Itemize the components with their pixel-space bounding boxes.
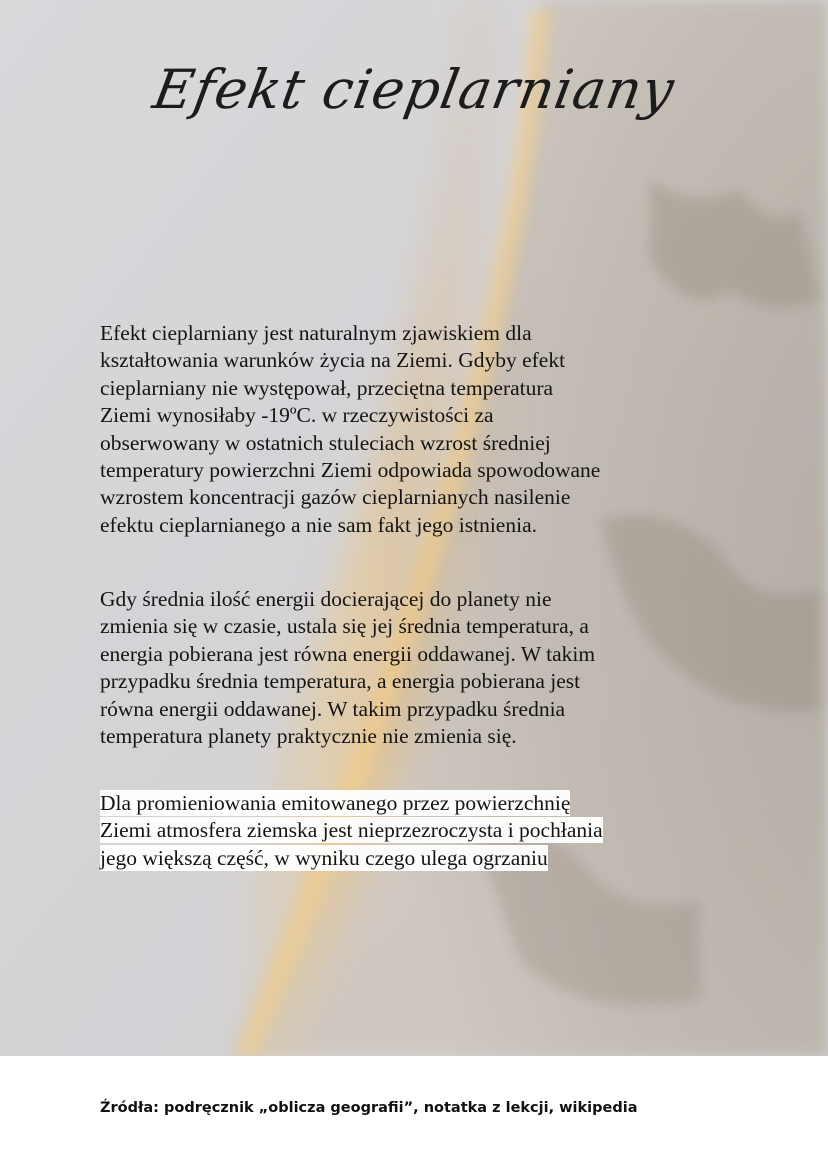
paragraph-2: Gdy średnia ilość energii docierającej do planety nie zmienia się w czasie, ustala się jej średnia temperatura, a energia pobierana jest równa energii oddawanej. W takim przypadku średnia temperatura, a energia pobierana jest równa energii oddawanej. W takim przypadku średnia temperatura planety praktycznie nie zmienia się.	[100, 587, 596, 749]
paragraph-3	[100, 790, 730, 872]
paragraph-1: Efekt cieplarniany jest naturalnym zjawiskiem dla kształtowania warunków życia na Ziemi. Gdyby efekt cieplarniany nie występował, przeciętna temperatura Ziemi wynosiłaby -19ºC. w rzeczywistości za obserwowany w ostatnich stuleciach wzrost średniej temperatury powierzchni Ziemi odpowiada spowodowane wzrostem koncentracji gazów cieplarnianych nasilenie efektu cieplarnianego a nie sam fakt jego istnienia.	[100, 321, 601, 537]
document-title: Efekt cieplarniany	[148, 58, 680, 121]
sources-line: Źródła: podręcznik „oblicza geografii”, notatka z lekcji, wikipedia	[100, 1100, 638, 1116]
paragraph-3-text: Dla promieniowania emitowanego przez powierzchnię Ziemi atmosfera ziemska jest nieprzezroczysta i pochłania jego większą część, w wyniku czego ulega ogrzaniu	[100, 791, 603, 870]
